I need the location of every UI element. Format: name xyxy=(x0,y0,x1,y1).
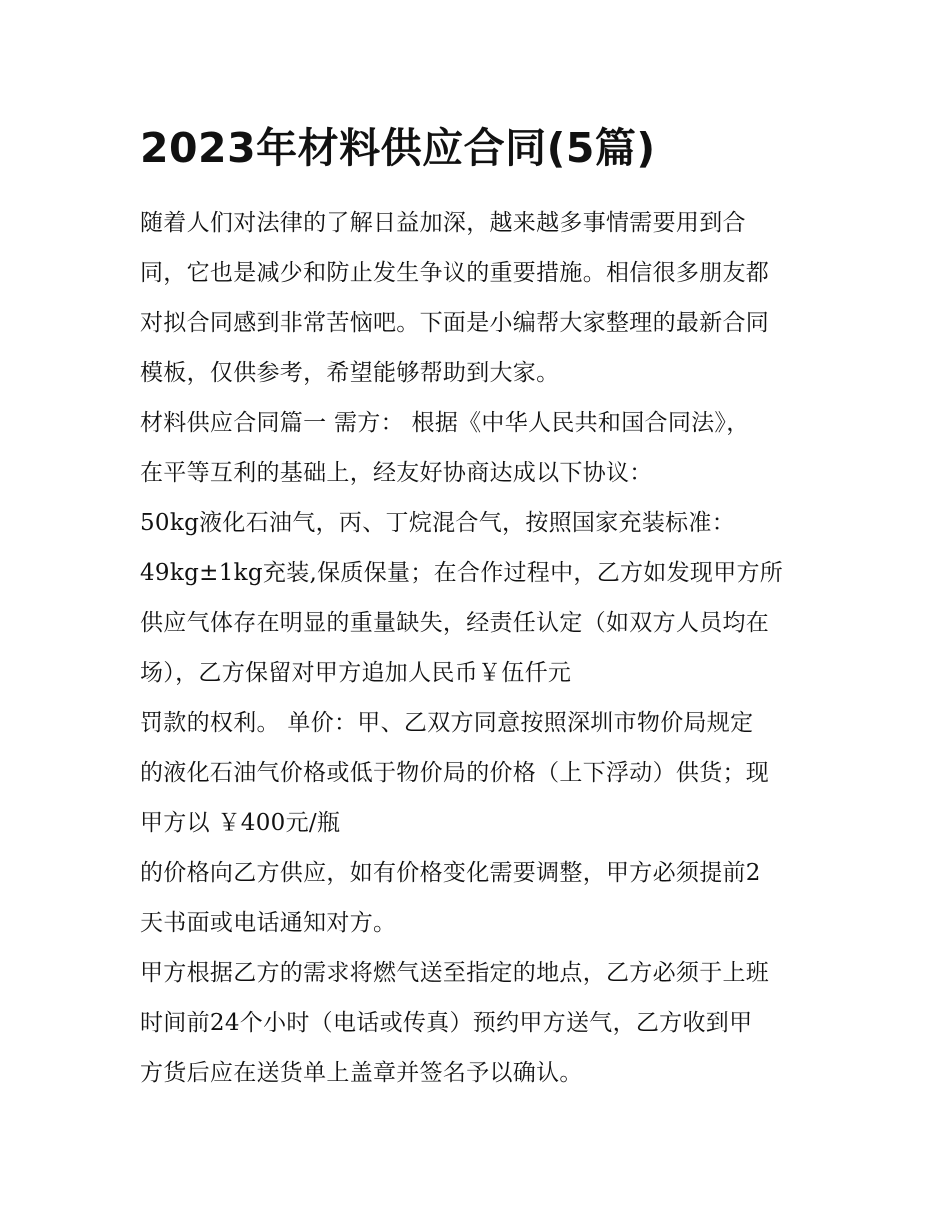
text-line: 方货后应在送货单上盖章并签名予以确认。 xyxy=(140,1060,583,1086)
document-title: 2023年材料供应合同(5篇) xyxy=(140,124,656,172)
text-line: 的价格向乙方供应，如有价格变化需要调整，甲方必须提前2 xyxy=(140,860,761,886)
text-line: 天书面或电话通知对方。 xyxy=(140,910,397,936)
delivery-terms-paragraph xyxy=(140,948,820,1098)
text-line: 时间前24个小时（电话或传真）预约甲方送气，乙方收到甲 xyxy=(140,1010,753,1036)
text-line: 罚款的权利。 单价：甲、乙双方同意按照深圳市物价局规定 xyxy=(140,710,754,736)
text-line: 场），乙方保留对甲方追加人民币￥伍仟元 xyxy=(140,660,572,686)
text-line: 49kg±1kg充装,保质保量；在合作过程中，乙方如发现甲方所 xyxy=(140,560,784,586)
document-page xyxy=(140,120,820,1098)
text-line: 50kg液化石油气，丙、丁烷混合气，按照国家充装标准： xyxy=(140,510,736,536)
intro-paragraph xyxy=(140,198,820,398)
contract-heading-paragraph xyxy=(140,398,820,498)
text-line: 同，它也是减少和防止发生争议的重要措施。相信很多朋友都 xyxy=(140,260,770,286)
text-line: 的液化石油气价格或低于物价局的价格（上下浮动）供货；现 xyxy=(140,760,770,786)
text-line: 甲方以 ￥400元/瓶 xyxy=(140,810,341,836)
text-line: 在平等互利的基础上，经友好协商达成以下协议： xyxy=(140,460,653,486)
text-line: 随着人们对法律的了解日益加深，越来越多事情需要用到合 xyxy=(140,210,746,236)
text-line: 模板，仅供参考，希望能够帮助到大家。 xyxy=(140,360,560,386)
text-line: 对拟合同感到非常苦恼吧。下面是小编帮大家整理的最新合同 xyxy=(140,310,770,336)
text-line: 甲方根据乙方的需求将燃气送至指定的地点，乙方必须于上班 xyxy=(140,960,770,986)
text-line: 供应气体存在明显的重量缺失，经责任认定（如双方人员均在 xyxy=(140,610,770,636)
text-line: 材料供应合同篇一 需方： 根据《中华人民共和国合同法》， xyxy=(140,410,750,436)
product-terms-paragraph xyxy=(140,498,820,948)
